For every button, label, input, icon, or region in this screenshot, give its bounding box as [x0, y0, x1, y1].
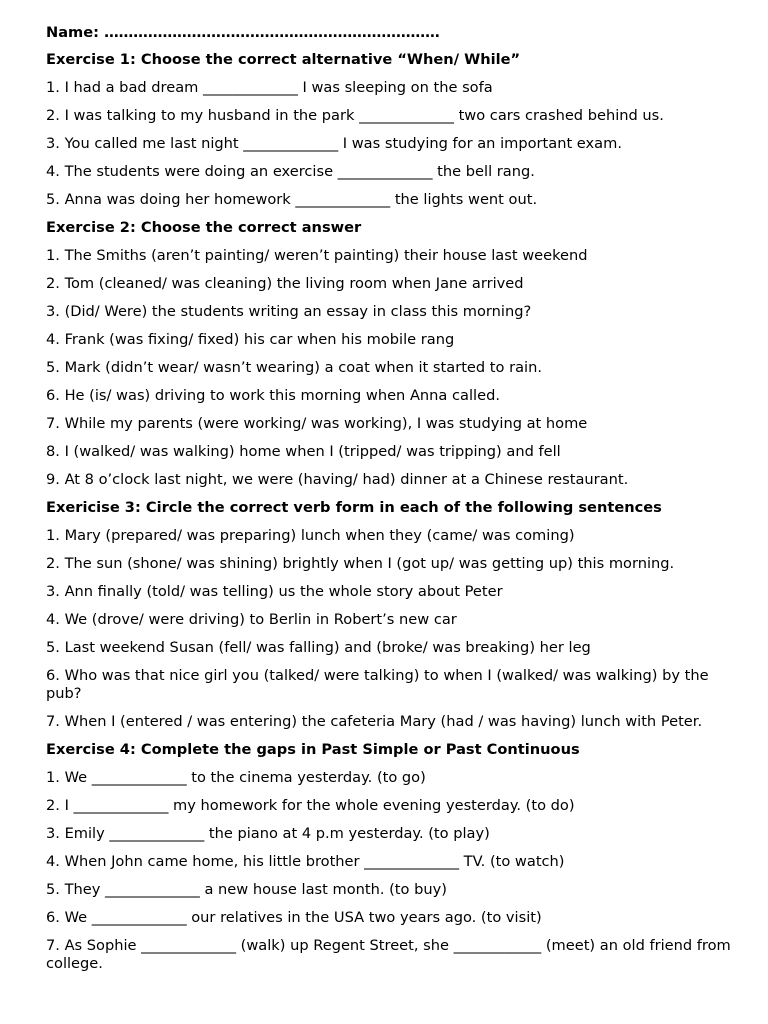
exercise-1-item: 4. The students were doing an exercise _____________ the bell rang. — [46, 163, 535, 180]
exercise-2-item: 8. I (walked/ was walking) home when I (tripped/ was tripping) and fell — [46, 443, 561, 460]
exercise-1-item: 1. I had a bad dream _____________ I was sleeping on the sofa — [46, 79, 493, 96]
exercise-4-item: 2. I _____________ my homework for the whole evening yesterday. (to do) — [46, 797, 575, 814]
name-line: Name: …………………………………………………………… — [46, 24, 440, 41]
exercise-2-item: 9. At 8 o’clock last night, we were (having/ had) dinner at a Chinese restaurant. — [46, 471, 629, 488]
exercise-4-item: 5. They _____________ a new house last month. (to buy) — [46, 881, 447, 898]
exercise-4-item: 3. Emily _____________ the piano at 4 p.m yesterday. (to play) — [46, 825, 490, 842]
exercise-3-item: 4. We (drove/ were driving) to Berlin in Robert’s new car — [46, 611, 457, 628]
exercise-3-title: Exericise 3: Circle the correct verb form in each of the following sentences — [46, 499, 662, 516]
exercise-4-item: 6. We _____________ our relatives in the USA two years ago. (to visit) — [46, 909, 542, 926]
exercise-2-title: Exercise 2: Choose the correct answer — [46, 219, 362, 236]
exercise-2-item: 3. (Did/ Were) the students writing an essay in class this morning? — [46, 303, 532, 320]
exercise-3-item: 7. When I (entered / was entering) the cafeteria Mary (had / was having) lunch with Peter. — [46, 713, 703, 730]
exercise-4-item: 1. We _____________ to the cinema yesterday. (to go) — [46, 769, 426, 786]
exercise-4-item: 4. When John came home, his little brother _____________ TV. (to watch) — [46, 853, 565, 870]
exercise-2-item: 7. While my parents (were working/ was working), I was studying at home — [46, 415, 588, 432]
exercise-2-item: 4. Frank (was fixing/ fixed) his car when his mobile rang — [46, 331, 455, 348]
exercise-4-item: 7. As Sophie _____________ (walk) up Regent Street, she ____________ (meet) an old friend from college. — [46, 937, 731, 972]
exercise-3-item: 3. Ann finally (told/ was telling) us the whole story about Peter — [46, 583, 503, 600]
exercise-2-item: 1. The Smiths (aren’t painting/ weren’t painting) their house last weekend — [46, 247, 588, 264]
exercise-2-item: 5. Mark (didn’t wear/ wasn’t wearing) a coat when it started to rain. — [46, 359, 542, 376]
exercise-1-item: 5. Anna was doing her homework _____________ the lights went out. — [46, 191, 538, 208]
exercise-2-item: 2. Tom (cleaned/ was cleaning) the living room when Jane arrived — [46, 275, 524, 292]
exercise-1-item: 3. You called me last night _____________ I was studying for an important exam. — [46, 135, 622, 152]
exercise-3-item: 1. Mary (prepared/ was preparing) lunch when they (came/ was coming) — [46, 527, 575, 544]
exercise-3-item: 6. Who was that nice girl you (talked/ were talking) to when I (walked/ was walking) by the pub? — [46, 667, 709, 702]
exercise-1-title: Exercise 1: Choose the correct alternative “When/ While” — [46, 51, 521, 68]
exercise-2-item: 6. He (is/ was) driving to work this morning when Anna called. — [46, 387, 500, 404]
exercise-3-item: 2. The sun (shone/ was shining) brightly when I (got up/ was getting up) this morning. — [46, 555, 675, 572]
exercise-3-item: 5. Last weekend Susan (fell/ was falling) and (broke/ was breaking) her leg — [46, 639, 591, 656]
exercise-4-title: Exercise 4: Complete the gaps in Past Simple or Past Continuous — [46, 741, 580, 758]
exercise-1-item: 2. I was talking to my husband in the park _____________ two cars crashed behind us. — [46, 107, 664, 124]
